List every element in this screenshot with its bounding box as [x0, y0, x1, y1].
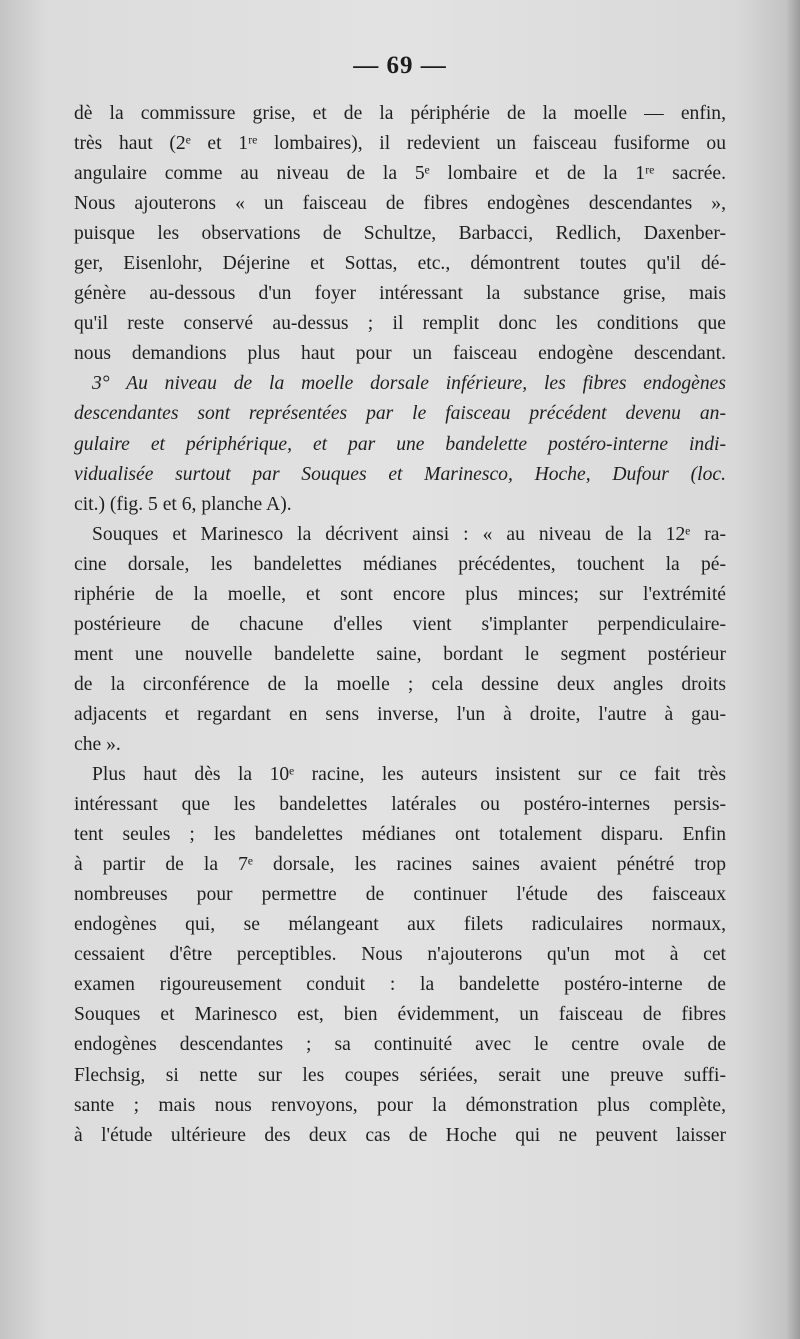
text-line: sante ; mais nous renvoyons, pour la démonstration plus complète, [74, 1094, 726, 1116]
page-number: — 69 — [353, 52, 447, 79]
body-text [74, 99, 726, 1151]
text-line: examen rigoureusement conduit : la bandelette postéro-interne de [74, 974, 726, 996]
text-line: tent seules ; les bandelettes médianes ont totalement disparu. Enfin [74, 824, 726, 846]
text-line: très haut (2ᵉ et 1ʳᵉ lombaires), il redevient un faisceau fusiforme ou [74, 133, 726, 155]
text-line: Flechsig, si nette sur les coupes sériées, serait une preuve suffi- [74, 1064, 726, 1086]
text-line: de la circonférence de la moelle ; cela dessine deux angles droits [74, 673, 726, 695]
text-line: nous demandions plus haut pour un faisceau endogène descendant. [74, 343, 726, 365]
text-line: endogènes qui, se mélangeant aux filets radiculaires normaux, [74, 914, 726, 936]
text-line: cine dorsale, les bandelettes médianes précédentes, touchent la pé- [74, 553, 726, 575]
text-line: intéressant que les bandelettes latérales ou postéro-internes persis- [74, 794, 726, 816]
text-line: Nous ajouterons « un faisceau de fibres endogènes descendantes », [74, 193, 726, 215]
text-line: adjacents et regardant en sens inverse, l'un à droite, l'autre à gau- [74, 703, 726, 725]
text-line: postérieure de chacune d'elles vient s'implanter perpendiculaire- [74, 613, 726, 635]
text-line: qu'il reste conservé au-dessus ; il remplit donc les conditions que [74, 313, 726, 335]
text-line: puisque les observations de Schultze, Barbacci, Redlich, Daxenber- [74, 223, 726, 245]
text-line: cessaient d'être perceptibles. Nous n'ajouterons qu'un mot à cet [74, 944, 726, 966]
text-line: angulaire comme au niveau de la 5ᵉ lombaire et de la 1ʳᵉ sacrée. [74, 163, 726, 185]
text-line: nombreuses pour permettre de continuer l'étude des faisceaux [74, 884, 726, 906]
text-line: Souques et Marinesco la décrivent ainsi : « au niveau de la 12ᵉ ra- [92, 523, 726, 545]
text-line: cit.) (fig. 5 et 6, planche A). [74, 493, 292, 515]
text-line-italic: vidualisée surtout par Souques et Marinesco, Hoche, Dufour (loc. [74, 463, 726, 485]
text-line: ger, Eisenlohr, Déjerine et Sottas, etc., démontrent toutes qu'il dé- [74, 253, 726, 275]
text-line: che ». [74, 733, 121, 755]
text-line: à partir de la 7ᵉ dorsale, les racines saines avaient pénétré trop [74, 854, 726, 876]
text-line-italic: gulaire et périphérique, et par une bandelette postéro-interne indi- [74, 433, 726, 455]
text-line: dè la commissure grise, et de la périphérie de la moelle — enfin, [74, 103, 726, 124]
text-line: génère au-dessous d'un foyer intéressant la substance grise, mais [74, 283, 726, 305]
text-line-italic: descendantes sont représentées par le faisceau précédent devenu an- [74, 403, 726, 425]
text-line: Souques et Marinesco est, bien évidemment, un faisceau de fibres [74, 1004, 726, 1026]
text-line: endogènes descendantes ; sa continuité avec le centre ovale de [74, 1034, 726, 1056]
text-line: à l'étude ultérieure des deux cas de Hoche qui ne peuvent laisser [74, 1124, 726, 1146]
text-line: Plus haut dès la 10ᵉ racine, les auteurs insistent sur ce fait très [92, 764, 726, 786]
text-line: ment une nouvelle bandelette saine, bordant le segment postérieur [74, 643, 726, 665]
text-line-italic: 3° Au niveau de la moelle dorsale inférieure, les fibres endogènes [92, 373, 726, 395]
text-line: riphérie de la moelle, et sont encore plus minces; sur l'extrémité [74, 583, 726, 605]
page-edge-shadow [786, 0, 800, 1339]
